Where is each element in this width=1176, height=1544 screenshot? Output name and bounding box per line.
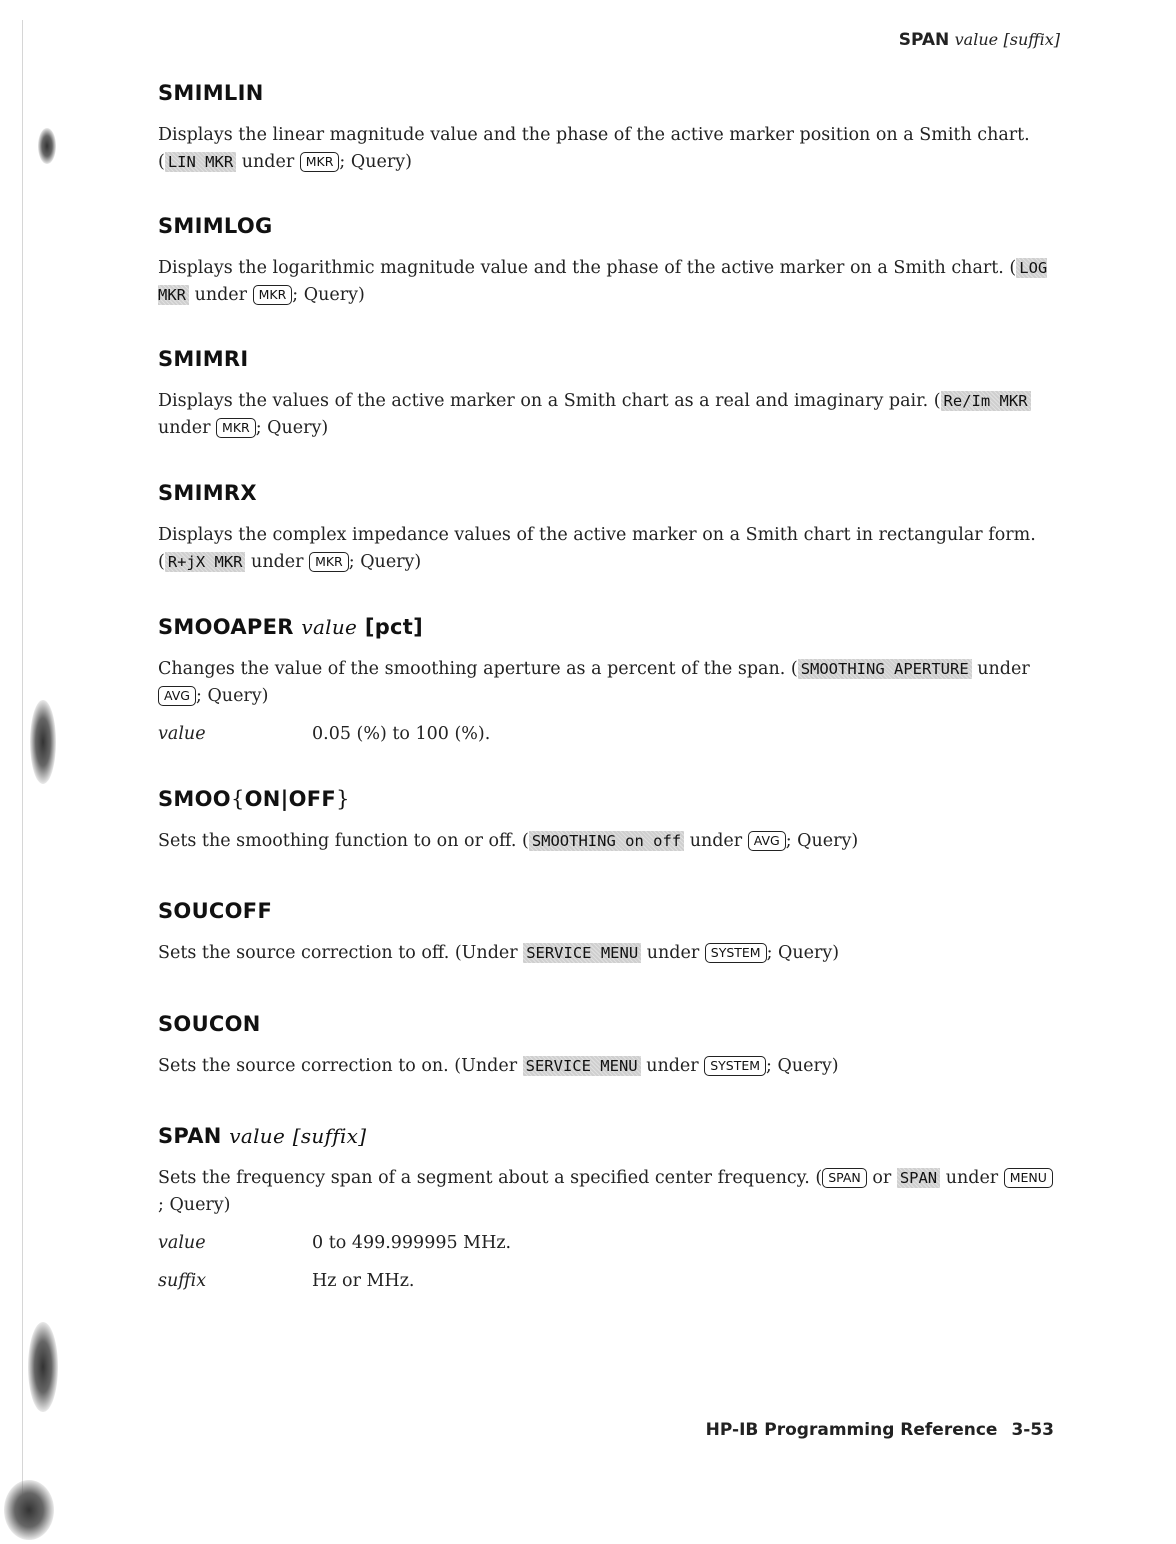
softkey-label: Re/Im MKR (941, 391, 1031, 411)
parameter-name: suffix (158, 1271, 207, 1291)
running-head-suffix: [suffix] (1003, 30, 1060, 49)
command-heading (158, 614, 1058, 640)
softkey-label: LIN MKR (165, 152, 236, 172)
hardkey-label: MKR (309, 552, 349, 572)
command-heading (158, 786, 1058, 812)
scan-margin-line (22, 20, 23, 1520)
parameter-range: 0 to 499.999995 MHz. (312, 1233, 512, 1253)
command-description (158, 1053, 1058, 1080)
command-heading (158, 1123, 1058, 1149)
description-text: under (940, 1168, 1004, 1188)
command-description (158, 522, 1058, 576)
command-description (158, 828, 1058, 855)
parameter-row (158, 721, 1058, 748)
command-name: SOUCON (158, 1012, 261, 1036)
description-text: under (684, 831, 748, 851)
parameter-row (158, 1268, 1058, 1295)
command-argument: value (301, 615, 358, 639)
description-text: ; Query) (196, 686, 269, 706)
description-text: Sets the frequency span of a segment about a specified center frequency. ( (158, 1168, 823, 1188)
description-text: Sets the smoothing function to on or off. ( (158, 831, 529, 851)
parameter-row (158, 1230, 1058, 1257)
binder-hole-mark (38, 128, 56, 164)
command-name: SMOO (158, 787, 231, 811)
description-text: ; Query) (158, 1195, 231, 1215)
command-description (158, 255, 1058, 309)
parameter-name: value (158, 1233, 206, 1253)
description-text: ; Query) (255, 418, 329, 438)
binder-hole-mark (30, 700, 56, 784)
parameter-range: 0.05 (%) to 100 (%). (312, 724, 491, 744)
command-entry-soucon (158, 1011, 1058, 1080)
description-text: Sets the source correction to on. (Under (158, 1056, 523, 1076)
softkey-label: SERVICE MENU (523, 943, 641, 963)
command-name: SMOOAPER (158, 615, 294, 639)
command-description (158, 1165, 1058, 1219)
command-name: SMIMRI (158, 347, 249, 371)
description-text: under (236, 152, 300, 172)
softkey-label: SMOOTHING on off (529, 831, 684, 851)
softkey-label: SPAN (897, 1168, 940, 1188)
running-head (899, 30, 1060, 50)
description-text: Displays the complex impedance values of the active marker on a Smith chart in rectangular form. ( (158, 525, 1036, 572)
scan-edge-mark (4, 1480, 54, 1540)
page-number: 3-53 (1011, 1420, 1054, 1440)
description-text: ; Query) (292, 285, 365, 305)
description-text: ; Query) (766, 1056, 839, 1076)
command-name: SMIMRX (158, 481, 257, 505)
command-options: ON|OFF (244, 787, 337, 811)
description-text: under (641, 943, 705, 963)
command-entry-smimrx (158, 480, 1058, 576)
hardkey-label: MENU (1004, 1168, 1053, 1188)
softkey-label: SERVICE MENU (523, 1056, 641, 1076)
footer-title: HP-IB Programming Reference (705, 1420, 998, 1440)
description-text: Displays the values of the active marker on a Smith chart as a real and imaginary pair. ( (158, 391, 941, 411)
command-description (158, 122, 1058, 176)
command-entry-smooaper (158, 614, 1058, 748)
command-suffix: [suffix] (292, 1124, 367, 1148)
command-entry-smimri (158, 346, 1058, 442)
hardkey-label: AVG (748, 831, 786, 851)
hardkey-label: MKR (300, 152, 340, 172)
description-text: Displays the linear magnitude value and the phase of the active marker position on a Smith chart. ( (158, 125, 1030, 172)
hardkey-label: SYSTEM (705, 943, 767, 963)
page-footer (706, 1420, 1054, 1440)
description-text: Displays the logarithmic magnitude value and the phase of the active marker on a Smith chart. ( (158, 258, 1017, 278)
command-name: SMIMLOG (158, 214, 273, 238)
parameter-range: Hz or MHz. (312, 1271, 415, 1291)
description-text: under (971, 659, 1030, 679)
description-text: ; Query) (348, 552, 422, 572)
hardkey-label: AVG (158, 686, 196, 706)
command-description (158, 656, 1058, 710)
description-text: ; Query) (785, 831, 859, 851)
binder-hole-mark (28, 1322, 58, 1412)
description-text: or (866, 1168, 897, 1188)
command-description (158, 388, 1058, 442)
description-text: under (158, 418, 217, 438)
command-name: SPAN (158, 1124, 222, 1148)
hardkey-label: MKR (253, 285, 293, 305)
hardkey-label: SYSTEM (704, 1056, 766, 1076)
description-text: under (640, 1056, 705, 1076)
command-name: SOUCOFF (158, 899, 273, 923)
softkey-label: R+jX MKR (165, 552, 246, 572)
description-text: ; Query) (766, 943, 840, 963)
description-text: ; Query) (339, 152, 412, 172)
command-entry-smimlog (158, 213, 1058, 309)
hardkey-label: MKR (216, 418, 256, 438)
command-entry-smoo-on-off (158, 786, 1058, 855)
command-entry-smimlin (158, 80, 1058, 176)
description-text: Sets the source correction to off. (Under (158, 943, 524, 963)
running-head-arg: value (954, 30, 999, 49)
parameter-name: value (158, 724, 206, 744)
command-suffix: [pct] (364, 615, 424, 639)
description-text: under (189, 285, 253, 305)
softkey-label: SMOOTHING APERTURE (798, 659, 972, 679)
brace-open: { (230, 787, 245, 811)
description-text: under (245, 552, 310, 572)
hardkey-label: SPAN (822, 1168, 867, 1188)
command-entry-span (158, 1123, 1058, 1295)
command-entry-soucoff (158, 898, 1058, 967)
brace-close: } (336, 787, 350, 811)
command-name: SMIMLIN (158, 81, 264, 105)
command-description (158, 940, 1058, 967)
running-head-command: SPAN (898, 30, 950, 50)
command-argument: value (229, 1124, 286, 1148)
description-text: Changes the value of the smoothing aperture as a percent of the span. ( (158, 659, 798, 679)
softkey-label: LOG MKR (158, 259, 1048, 304)
